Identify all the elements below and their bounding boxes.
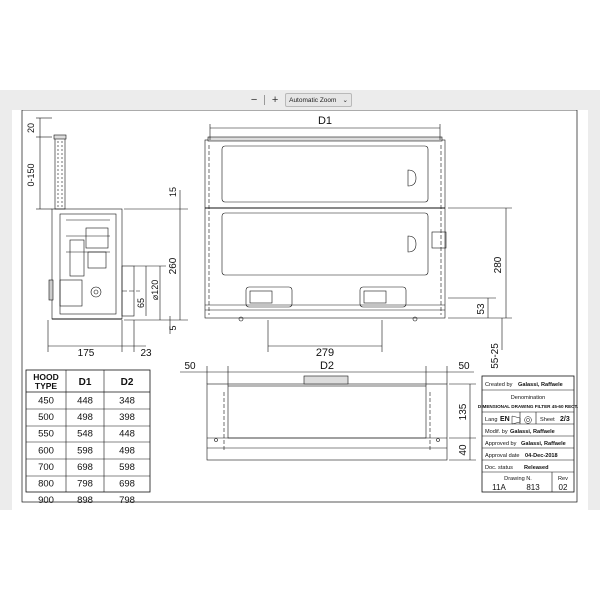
table-cell: 498 [77,412,93,424]
projection-symbol [512,416,531,424]
table-cell: 398 [119,412,135,424]
dim-0-150-label: 0-150 [26,163,36,187]
tb-lang: EN [500,416,510,423]
table-cell: 898 [77,495,93,507]
tb-rev-label: Rev [558,476,568,482]
dim-50-right-label: 50 [458,361,470,372]
dim-15-label: 15 [168,186,178,198]
table-cell: 700 [38,461,54,473]
tb-created-by-label: Created by [485,382,513,388]
table-header-d2: D2 [120,377,134,388]
table-cell: 448 [77,395,93,407]
zoom-select-label: Automatic Zoom [289,96,337,104]
table-cell: 598 [77,445,93,457]
tb-approval-date-label: Approval date [485,453,520,459]
zoom-in-button[interactable]: + [271,94,279,106]
hood-body-front [205,140,445,318]
tb-modif-by-name: Galassi, Raffaele [510,429,555,435]
table-header-d1: D1 [78,377,92,388]
right-light [360,287,406,307]
tb-doc-status: Released [524,465,549,471]
drawing-page [12,110,588,510]
dim-23-label: 23 [140,348,152,359]
table-cell: 598 [119,461,135,473]
tb-approved-by-name: Galassi, Raffaele [521,441,566,447]
tb-drawing-n-b: 813 [526,483,540,492]
tb-created-by-name: Galassi, Raffaele [518,382,563,388]
dim-40-label: 40 [458,444,469,456]
table-cell: 500 [38,412,54,424]
tb-doc-status-label: Doc. status [485,465,513,471]
upper-filter-panel [222,146,428,202]
tb-approval-date: 04-Dec-2018 [525,453,558,459]
lower-filter-panel [222,213,428,275]
side-view [36,118,188,352]
zoom-out-button[interactable]: − [250,94,258,106]
table-cell: 600 [38,445,54,457]
dim-53-label: 53 [476,303,487,315]
hood-body-side [52,209,122,319]
toolbar-separator [264,95,265,105]
table-cell: 348 [119,395,135,407]
dim-120-label: ⌀120 [150,279,160,301]
dim-D1-label: D1 [317,115,333,127]
table-cell: 798 [77,478,93,490]
table-cell: 798 [119,495,135,507]
dim-280-label: 280 [493,256,504,274]
tb-lang-label: Lang [485,417,498,423]
dim-260-label: 260 [168,257,179,275]
tb-sheet-label: Sheet [540,417,555,423]
dim-5-label: 5 [168,325,178,331]
tb-drawing-n-label: Drawing N. [504,476,532,482]
table-cell: 498 [119,445,135,457]
zoom-select[interactable] [285,93,352,107]
dim-279-label: 279 [315,347,335,359]
table-cell: 550 [38,428,54,440]
table-cell: 800 [38,478,54,490]
front-view [205,124,512,352]
dim-D2-label: D2 [319,360,335,372]
table-header-hood: HOOD TYPE [33,372,59,391]
tb-rev: 02 [558,483,568,492]
tb-sheet: 2/3 [560,416,570,423]
tb-drawing-n-a: 11A [492,483,506,492]
table-cell: 548 [77,428,93,440]
hood-body-bottom [207,384,447,460]
table-cell: 698 [77,461,93,473]
technical-drawing [12,110,588,510]
bottom-view [180,366,476,460]
dim-50-left-label: 50 [184,361,196,372]
chimney-column [55,137,65,209]
left-light [246,287,292,307]
dim-65-label: 65 [136,297,146,309]
tb-modif-by-label: Modif. by [485,429,508,435]
table-cell: 698 [119,478,135,490]
dim-20-label: 20 [26,122,36,134]
pdf-viewer-toolbar [0,90,600,110]
tb-denomination-label: Denomination [510,395,546,401]
dim-175-label: 175 [77,348,95,359]
dim-135-label: 135 [458,403,469,421]
tb-approved-by-label: Approved by [485,441,517,447]
dim-55-25-label: 55-25 [490,343,501,369]
tb-denomination: DIMENSIONAL DRAWING FILTER 45-60 RECT. [477,404,579,409]
table-cell: 900 [38,495,54,507]
table-cell: 450 [38,395,54,407]
table-cell: 448 [119,428,135,440]
table-rows [38,396,135,507]
chevron-down-icon: ⌄ [342,97,348,104]
